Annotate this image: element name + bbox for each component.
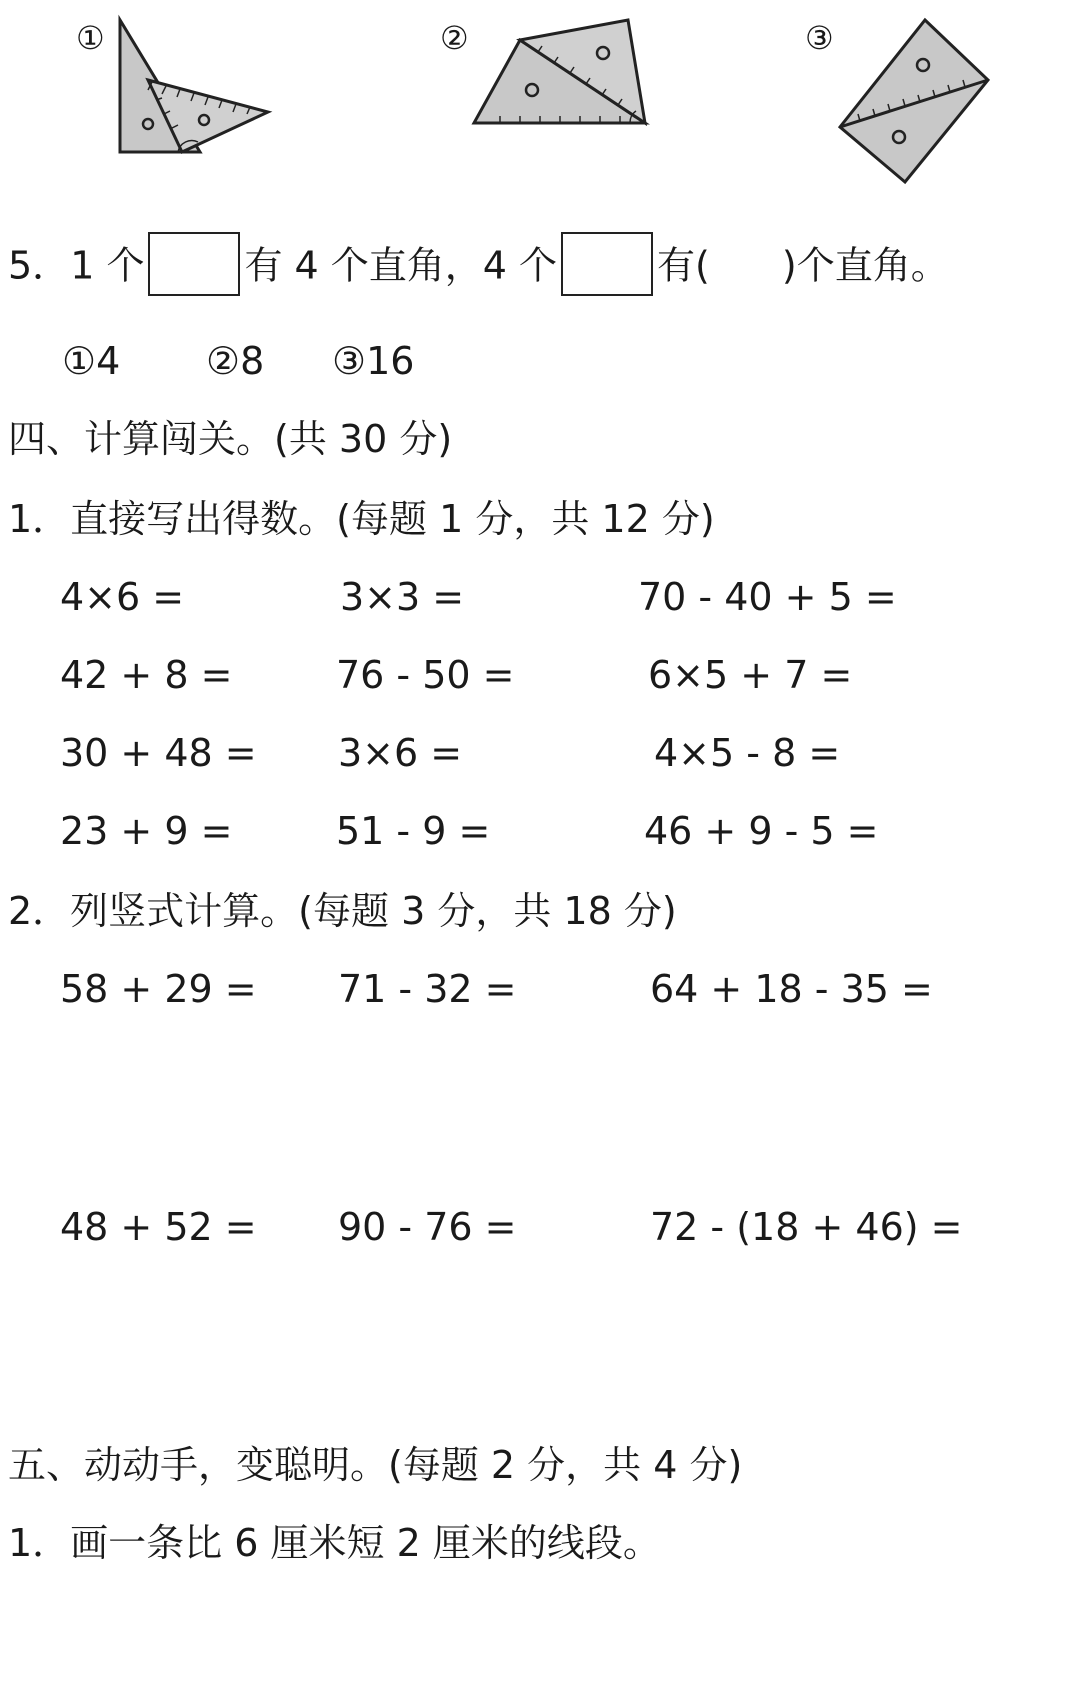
calc-expression: 70 - 40 + 5 =	[638, 575, 897, 619]
vertical-calc-expression: 72 - (18 + 46) =	[650, 1205, 963, 1249]
section-4-q1-title: 1．直接写出得数。(每题 1 分，共 12 分)	[8, 497, 715, 541]
calc-expression: 30 + 48 =	[60, 731, 257, 775]
calc-expression: 51 - 9 =	[336, 809, 491, 853]
section-4-title: 四、计算闯关。(共 30 分)	[8, 417, 453, 461]
vertical-calc-expression: 58 + 29 =	[60, 967, 257, 1011]
figure-2-set-squares	[470, 15, 655, 130]
option-2[interactable]: ②8	[206, 339, 265, 383]
calc-expression: 46 + 9 - 5 =	[644, 809, 879, 853]
answer-box-1[interactable]	[148, 232, 240, 296]
question-number: 5．	[8, 243, 71, 288]
option-1[interactable]: ①4	[62, 339, 121, 383]
section-5-q1: 1．画一条比 6 厘米短 2 厘米的线段。	[8, 1521, 661, 1565]
question-5	[8, 236, 949, 300]
calc-expression: 3×6 =	[338, 731, 463, 775]
calc-expression: 76 - 50 =	[336, 653, 515, 697]
question-5-text-4: )个直角。	[781, 243, 949, 288]
question-5-text-3: 有(	[657, 243, 710, 288]
calc-expression: 23 + 9 =	[60, 809, 233, 853]
vertical-calc-expression: 71 - 32 =	[338, 967, 517, 1011]
calc-expression: 42 + 8 =	[60, 653, 233, 697]
calc-expression: 4×5 - 8 =	[654, 731, 841, 775]
figure-1-set-squares	[100, 10, 280, 160]
vertical-calc-expression: 90 - 76 =	[338, 1205, 517, 1249]
question-5-text-1: 1 个	[70, 243, 145, 288]
answer-box-2[interactable]	[561, 232, 653, 296]
vertical-calc-expression: 48 + 52 =	[60, 1205, 257, 1249]
section-4-q2-title: 2．列竖式计算。(每题 3 分，共 18 分)	[8, 889, 677, 933]
figure-3-set-squares	[835, 15, 995, 190]
question-5-text-2: 有 4 个直角，4 个	[244, 243, 558, 288]
figure-1-label: ①	[76, 19, 105, 57]
option-3[interactable]: ③16	[332, 339, 415, 383]
section-5-title: 五、动动手，变聪明。(每题 2 分，共 4 分)	[8, 1443, 743, 1487]
calc-expression: 4×6 =	[60, 575, 185, 619]
figure-2-label: ②	[440, 19, 469, 57]
vertical-calc-expression: 64 + 18 - 35 =	[650, 967, 933, 1011]
calc-expression: 3×3 =	[340, 575, 465, 619]
calc-expression: 6×5 + 7 =	[648, 653, 853, 697]
figure-3-label: ③	[805, 19, 834, 57]
